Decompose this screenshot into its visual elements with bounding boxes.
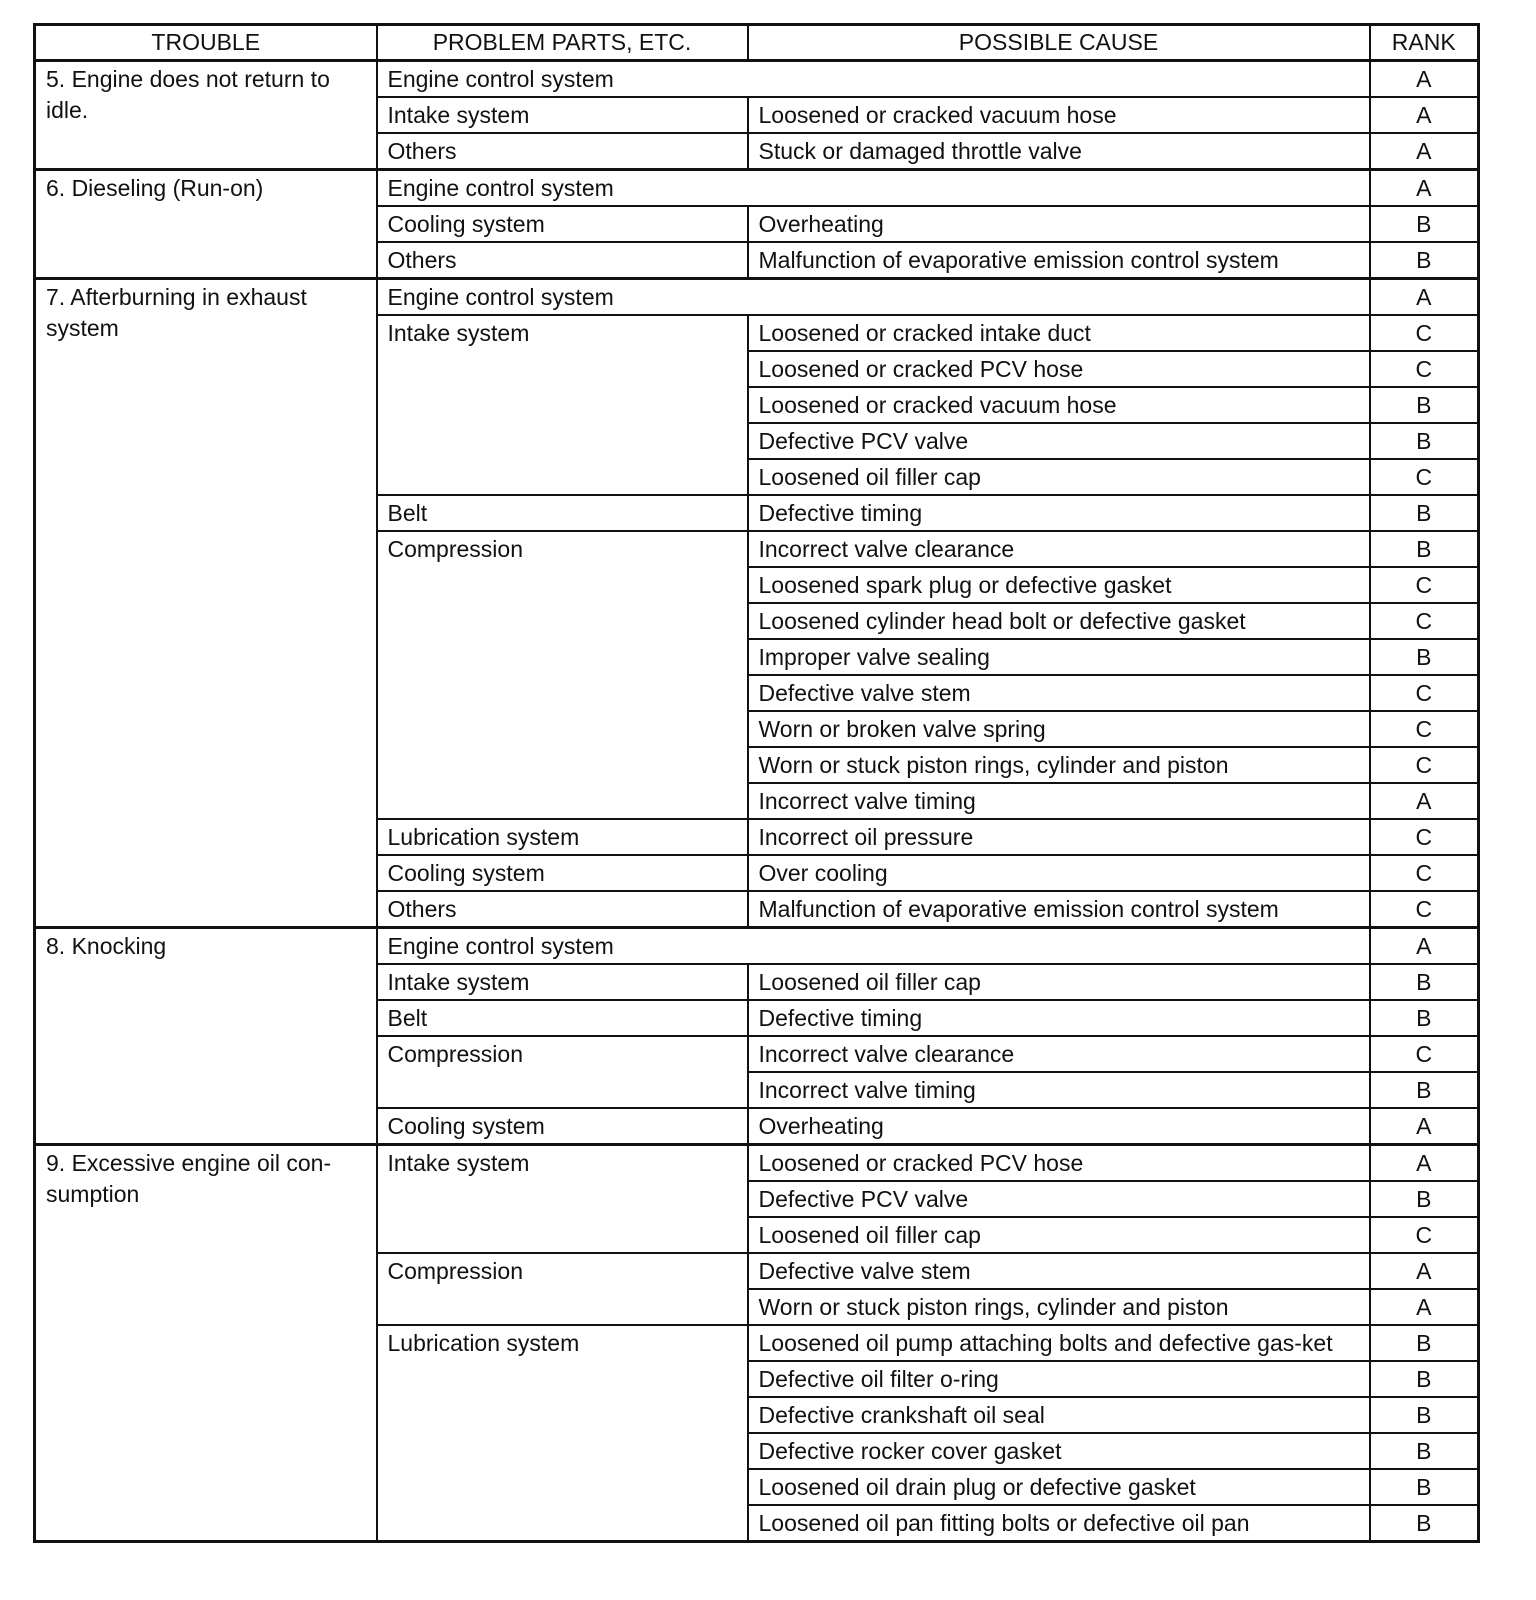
header-problem-parts: PROBLEM PARTS, ETC.: [377, 25, 748, 61]
possible-cause-cell: Loosened or cracked intake duct: [748, 315, 1370, 351]
rank-cell: B: [1370, 1433, 1479, 1469]
rank-cell: C: [1370, 603, 1479, 639]
table-row: [35, 279, 1479, 316]
trouble-cell: 6. Dieseling (Run-on): [35, 170, 377, 279]
trouble-cell: 5. Engine does not return to idle.: [35, 61, 377, 170]
problem-part-cell: Intake system: [377, 97, 748, 133]
possible-cause-cell: Defective rocker cover gasket: [748, 1433, 1370, 1469]
possible-cause-cell: Overheating: [748, 206, 1370, 242]
problem-part-cell: Cooling system: [377, 855, 748, 891]
possible-cause-cell: Improper valve sealing: [748, 639, 1370, 675]
rank-cell: C: [1370, 1036, 1479, 1072]
rank-cell: A: [1370, 1108, 1479, 1145]
trouble-cell: 9. Excessive engine oil con-sumption: [35, 1145, 377, 1542]
problem-part-cell: Engine control system: [377, 170, 1370, 207]
table-body: [35, 61, 1479, 1542]
rank-cell: A: [1370, 1253, 1479, 1289]
rank-cell: A: [1370, 928, 1479, 965]
rank-cell: A: [1370, 97, 1479, 133]
trouble-cell: 7. Afterburning in exhaust system: [35, 279, 377, 928]
possible-cause-cell: Defective timing: [748, 1000, 1370, 1036]
rank-cell: B: [1370, 495, 1479, 531]
possible-cause-cell: Defective PCV valve: [748, 423, 1370, 459]
problem-part-cell: Compression: [377, 531, 748, 819]
possible-cause-cell: Malfunction of evaporative emission control system: [748, 242, 1370, 279]
rank-cell: C: [1370, 1217, 1479, 1253]
possible-cause-cell: Defective oil filter o-ring: [748, 1361, 1370, 1397]
possible-cause-cell: Defective PCV valve: [748, 1181, 1370, 1217]
header-possible-cause: POSSIBLE CAUSE: [748, 25, 1370, 61]
rank-cell: C: [1370, 855, 1479, 891]
rank-cell: C: [1370, 819, 1479, 855]
rank-cell: B: [1370, 1361, 1479, 1397]
problem-part-cell: Lubrication system: [377, 1325, 748, 1542]
rank-cell: B: [1370, 964, 1479, 1000]
possible-cause-cell: Defective timing: [748, 495, 1370, 531]
possible-cause-cell: Stuck or damaged throttle valve: [748, 133, 1370, 170]
rank-cell: B: [1370, 206, 1479, 242]
problem-part-cell: Others: [377, 242, 748, 279]
problem-part-cell: Engine control system: [377, 61, 1370, 98]
rank-cell: B: [1370, 1505, 1479, 1542]
possible-cause-cell: Defective valve stem: [748, 675, 1370, 711]
possible-cause-cell: Loosened spark plug or defective gasket: [748, 567, 1370, 603]
rank-cell: A: [1370, 1145, 1479, 1182]
possible-cause-cell: Loosened oil pump attaching bolts and defective gas-ket: [748, 1325, 1370, 1361]
rank-cell: B: [1370, 531, 1479, 567]
problem-part-cell: Compression: [377, 1036, 748, 1108]
rank-cell: C: [1370, 891, 1479, 928]
problem-part-cell: Compression: [377, 1253, 748, 1325]
possible-cause-cell: Loosened cylinder head bolt or defective gasket: [748, 603, 1370, 639]
possible-cause-cell: Loosened or cracked PCV hose: [748, 1145, 1370, 1182]
possible-cause-cell: Loosened oil filler cap: [748, 459, 1370, 495]
possible-cause-cell: Worn or stuck piston rings, cylinder and piston: [748, 747, 1370, 783]
problem-part-cell: Others: [377, 133, 748, 170]
possible-cause-cell: Defective valve stem: [748, 1253, 1370, 1289]
rank-cell: C: [1370, 315, 1479, 351]
rank-cell: C: [1370, 567, 1479, 603]
rank-cell: C: [1370, 711, 1479, 747]
rank-cell: B: [1370, 387, 1479, 423]
rank-cell: B: [1370, 1469, 1479, 1505]
rank-cell: B: [1370, 1397, 1479, 1433]
problem-part-cell: Engine control system: [377, 928, 1370, 965]
possible-cause-cell: Loosened oil filler cap: [748, 964, 1370, 1000]
rank-cell: A: [1370, 1289, 1479, 1325]
possible-cause-cell: Incorrect valve timing: [748, 783, 1370, 819]
trouble-cell: 8. Knocking: [35, 928, 377, 1145]
troubleshooting-table: [33, 23, 1480, 1543]
possible-cause-cell: Incorrect valve clearance: [748, 531, 1370, 567]
table-row: [35, 928, 1479, 965]
possible-cause-cell: Worn or broken valve spring: [748, 711, 1370, 747]
possible-cause-cell: Loosened or cracked PCV hose: [748, 351, 1370, 387]
rank-cell: A: [1370, 133, 1479, 170]
possible-cause-cell: Worn or stuck piston rings, cylinder and piston: [748, 1289, 1370, 1325]
possible-cause-cell: Incorrect oil pressure: [748, 819, 1370, 855]
table-row: [35, 170, 1479, 207]
problem-part-cell: Engine control system: [377, 279, 1370, 316]
possible-cause-cell: Incorrect valve clearance: [748, 1036, 1370, 1072]
problem-part-cell: Intake system: [377, 315, 748, 495]
rank-cell: B: [1370, 423, 1479, 459]
possible-cause-cell: Over cooling: [748, 855, 1370, 891]
rank-cell: A: [1370, 279, 1479, 316]
problem-part-cell: Cooling system: [377, 1108, 748, 1145]
problem-part-cell: Belt: [377, 495, 748, 531]
table-row: [35, 1145, 1479, 1182]
rank-cell: C: [1370, 675, 1479, 711]
possible-cause-cell: Loosened or cracked vacuum hose: [748, 97, 1370, 133]
problem-part-cell: Intake system: [377, 964, 748, 1000]
rank-cell: C: [1370, 747, 1479, 783]
rank-cell: B: [1370, 639, 1479, 675]
header-rank: RANK: [1370, 25, 1479, 61]
problem-part-cell: Belt: [377, 1000, 748, 1036]
problem-part-cell: Intake system: [377, 1145, 748, 1254]
table-row: [35, 61, 1479, 98]
rank-cell: B: [1370, 242, 1479, 279]
problem-part-cell: Others: [377, 891, 748, 928]
possible-cause-cell: Malfunction of evaporative emission control system: [748, 891, 1370, 928]
possible-cause-cell: Overheating: [748, 1108, 1370, 1145]
possible-cause-cell: Defective crankshaft oil seal: [748, 1397, 1370, 1433]
rank-cell: B: [1370, 1000, 1479, 1036]
rank-cell: A: [1370, 783, 1479, 819]
possible-cause-cell: Loosened or cracked vacuum hose: [748, 387, 1370, 423]
possible-cause-cell: Loosened oil pan fitting bolts or defective oil pan: [748, 1505, 1370, 1542]
problem-part-cell: Cooling system: [377, 206, 748, 242]
possible-cause-cell: Loosened oil drain plug or defective gasket: [748, 1469, 1370, 1505]
rank-cell: B: [1370, 1325, 1479, 1361]
table-header: [35, 25, 1479, 61]
header-trouble: TROUBLE: [35, 25, 377, 61]
rank-cell: A: [1370, 170, 1479, 207]
possible-cause-cell: Loosened oil filler cap: [748, 1217, 1370, 1253]
rank-cell: B: [1370, 1181, 1479, 1217]
rank-cell: B: [1370, 1072, 1479, 1108]
header-row: [35, 25, 1479, 61]
rank-cell: C: [1370, 459, 1479, 495]
problem-part-cell: Lubrication system: [377, 819, 748, 855]
rank-cell: A: [1370, 61, 1479, 98]
rank-cell: C: [1370, 351, 1479, 387]
possible-cause-cell: Incorrect valve timing: [748, 1072, 1370, 1108]
